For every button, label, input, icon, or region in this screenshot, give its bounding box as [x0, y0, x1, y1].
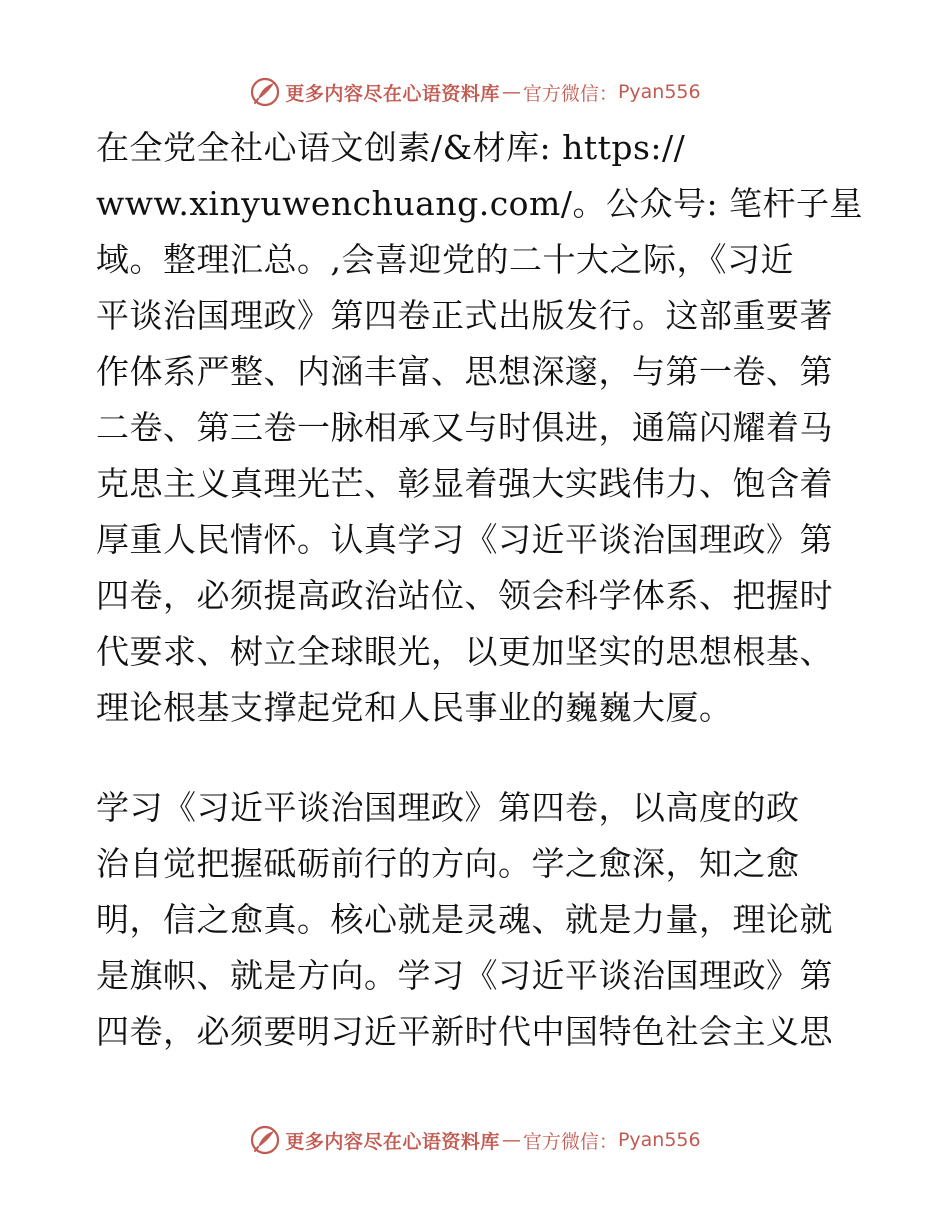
pen-feather-icon: [249, 76, 281, 108]
text-line: 域。整理汇总。,会喜迎党的二十大之际，《习近: [96, 240, 794, 279]
banner-wechat-label: 官方微信：: [522, 82, 618, 105]
banner-wechat-id: Pyan556: [617, 81, 701, 103]
banner-wechat-label: 官方微信：: [522, 1130, 618, 1153]
text-line: 代要求、树立全球眼光，以更加坚实的思想根基、: [96, 632, 833, 671]
paragraph-2: [96, 780, 856, 1060]
text-line: 四卷，必须提高政治站位、领会科学体系、把握时: [96, 576, 833, 615]
text-line: 明，信之愈真。核心就是灵魂、就是力量，理论就: [96, 900, 833, 939]
banner-wechat-id: Pyan556: [617, 1129, 701, 1151]
banner-main-text: 更多内容尽在心语资料库: [285, 82, 500, 105]
banner-separator: —: [501, 81, 521, 103]
text-line: 治自觉把握砥砺前行的方向。学之愈深，知之愈: [96, 844, 800, 883]
banner-separator: —: [501, 1129, 521, 1151]
text-line: 二卷、第三卷一脉相承又与时俱进，通篇闪耀着马: [96, 408, 833, 447]
text-line: 学习《习近平谈治国理政》第四卷，以高度的政: [96, 788, 800, 827]
text-line: 是旗帜、就是方向。学习《习近平谈治国理政》第: [96, 956, 833, 995]
text-line: 平谈治国理政》第四卷正式出版发行。这部重要著: [96, 296, 833, 335]
text-line: 克思主义真理光芒、彰显着强大实践伟力、饱含着: [96, 464, 833, 503]
text-line: 厚重人民情怀。认真学习《习近平谈治国理政》第: [96, 520, 833, 559]
text-line: 四卷，必须要明习近平新时代中国特色社会主义思: [96, 1012, 833, 1051]
paragraph-1: [96, 120, 864, 736]
text-line: 理论根基支撑起党和人民事业的巍巍大厦。: [96, 688, 733, 727]
banner-main-text: 更多内容尽在心语资料库: [285, 1130, 500, 1153]
header-banner: [0, 72, 950, 112]
footer-banner: [0, 1120, 950, 1160]
text-line: www.xinyuwenchuang.com/。公众号: 笔杆子星: [96, 184, 864, 223]
pen-feather-icon: [249, 1124, 281, 1156]
text-line: 在全党全社心语文创素/&材库: https://: [96, 128, 686, 167]
text-line: 作体系严整、内涵丰富、思想深邃，与第一卷、第: [96, 352, 833, 391]
